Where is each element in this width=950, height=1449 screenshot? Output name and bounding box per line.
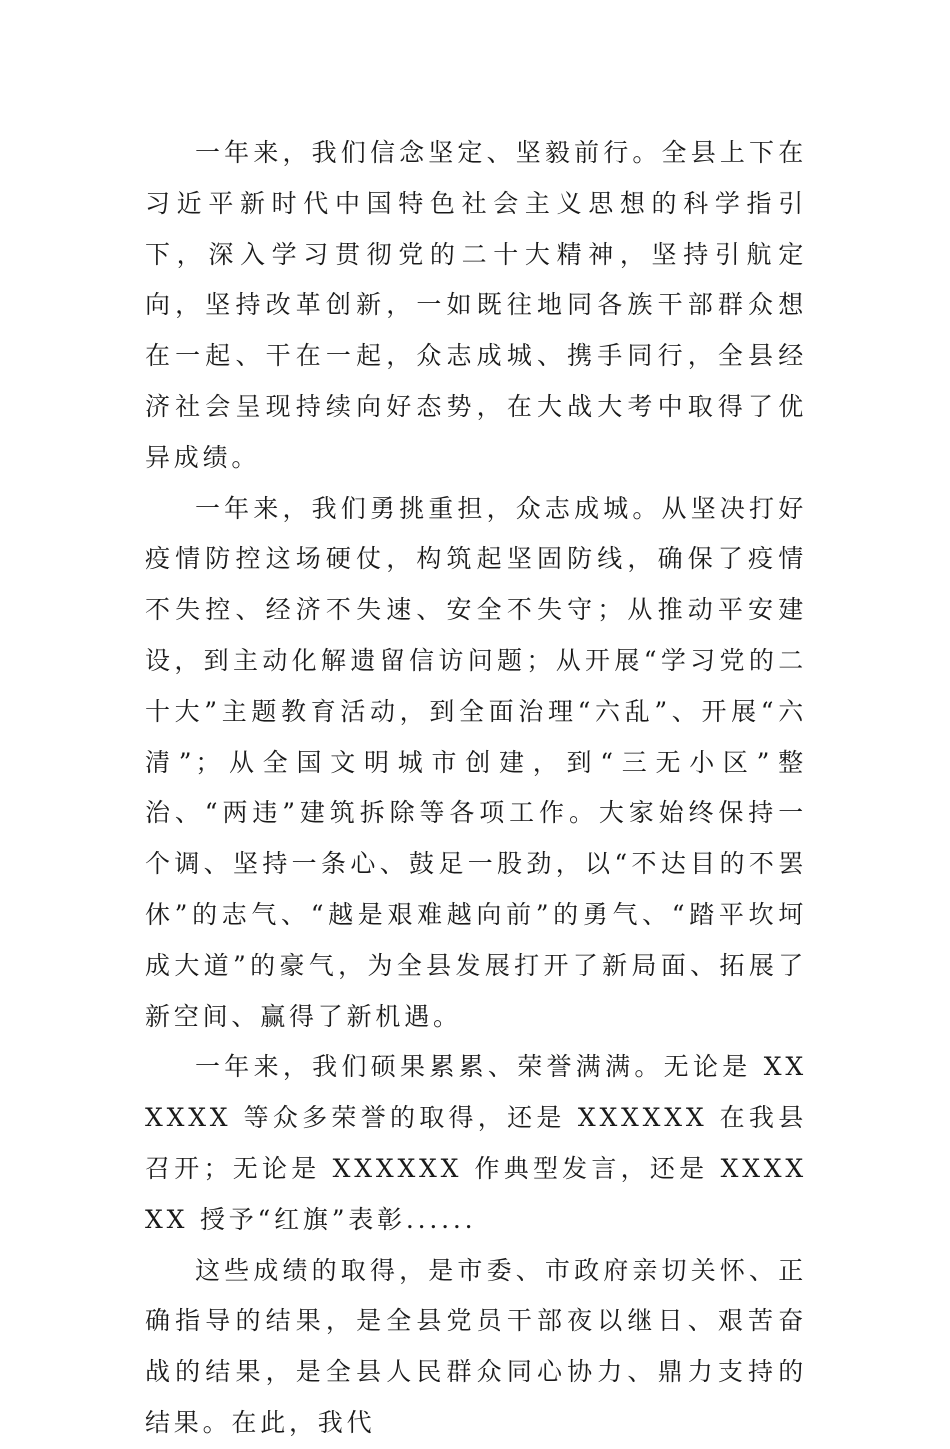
paragraph-1: 一年来，我们信念坚定、坚毅前行。全县上下在习近平新时代中国特色社会主义思想的科学指引下，深入学习贯彻党的二十大精神，坚持引航定向，坚持改革创新，一如既往地同各族干部群众想在一起、干在一起，众志成城、携手同行，全县经济社会呈现持续向好态势，在大战大考中取得了优异成绩。 (145, 138, 807, 472)
paragraph-3: 一年来，我们硕果累累、荣誉满满。无论是 XXXXXX 等众多荣誉的取得，还是 XXXXXX 在我县召开；无论是 XXXXXX 作典型发言，还是 XXXXXX 授予“红旗”表彰...... (145, 1052, 807, 1234)
paragraph-2: 一年来，我们勇挑重担，众志成城。从坚决打好疫情防控这场硬仗，构筑起坚固防线，确保了疫情不失控、经济不失速、安全不失守；从推动平安建设，到主动化解遗留信访问题；从开展“学习党的二十大”主题教育活动，到全面治理“六乱”、开展“六清”；从全国文明城市创建，到“三无小区”整治、“两违”建筑拆除等各项工作。大家始终保持一个调、坚持一条心、鼓足一股劲，以“不达目的不罢休”的志气、“越是艰难越向前”的勇气、“踏平坎坷成大道”的豪气，为全县发展打开了新局面、拓展了新空间、赢得了新机遇。 (145, 493, 807, 1031)
paragraph-4: 这些成绩的取得，是市委、市政府亲切关怀、正确指导的结果，是全县党员干部夜以继日、艰苦奋战的结果，是全县人民群众同心协力、鼎力支持的结果。在此，我代 (145, 1255, 807, 1437)
document-body (145, 128, 807, 1449)
